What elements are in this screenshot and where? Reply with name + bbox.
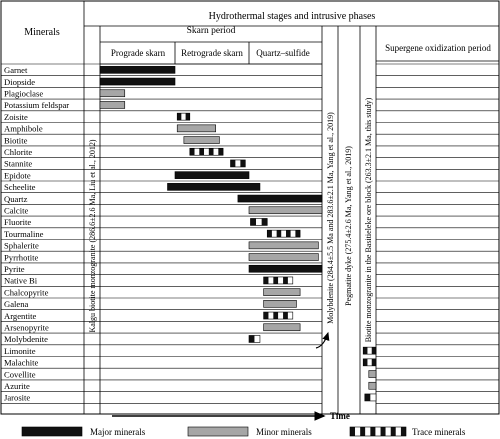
- bar-stannite-trace-segment: [240, 160, 245, 167]
- bar-limonite-trace-segment: [367, 347, 371, 354]
- mineral-label-diopside: Diopside: [4, 76, 36, 87]
- supergene-period-label: Supergene oxidization period: [385, 43, 491, 53]
- mineral-label-scheelite: Scheelite: [4, 182, 36, 193]
- bar-tourmaline-trace-segment: [281, 230, 286, 237]
- stage-quartz-sulfide: Quartz–sulfide: [256, 48, 310, 58]
- granite-phase-label: Kalgu biotite monzogranite (286.6±2.6 Ma, Liu et al., 2012): [88, 139, 97, 333]
- bar-tourmaline-trace-segment: [291, 230, 296, 237]
- bar-argentite-trace-segment: [278, 312, 283, 319]
- mineral-label-potassium-feldspar: Potassium feldspar: [4, 100, 70, 111]
- bar-covellite-minor: [369, 371, 376, 378]
- bar-tourmaline-trace-segment: [267, 230, 272, 237]
- bar-argentite-trace-segment: [264, 312, 269, 319]
- mineral-label-biotite: Biotite: [4, 135, 28, 146]
- bar-stannite-trace-segment: [231, 160, 236, 167]
- legend-trace-pattern-segment: [370, 427, 375, 436]
- bar-epidote-major: [175, 172, 249, 179]
- legend-trace-pattern: [350, 427, 406, 436]
- bar-jarosite-trace-segment: [365, 394, 371, 401]
- legend-trace-pattern-segment: [365, 427, 370, 436]
- legend-trace-pattern-segment: [375, 427, 380, 436]
- bar-zoisite-trace-segment: [177, 113, 181, 120]
- bar-native-bi-trace-segment: [283, 277, 288, 284]
- mineral-label-arsenopyrite: Arsenopyrite: [4, 322, 49, 333]
- mineral-label-sphalerite: Sphalerite: [4, 240, 39, 251]
- bar-limonite-trace-segment: [363, 347, 367, 354]
- mineral-label-azurite: Azurite: [4, 381, 30, 391]
- bar-limonite-trace: [363, 347, 376, 354]
- bar-diopside-major: [100, 78, 175, 85]
- bar-fluorite-trace: [250, 218, 267, 225]
- bar-tourmaline-trace-segment: [277, 230, 282, 237]
- mineral-label-stannite: Stannite: [4, 158, 33, 169]
- bar-argentite-trace-segment: [273, 312, 278, 319]
- bar-tourmaline-trace-segment: [272, 230, 277, 237]
- bar-malachite-trace-segment: [372, 359, 376, 366]
- bar-chlorite-trace-segment: [195, 148, 200, 155]
- bar-argentite-trace-segment: [268, 312, 273, 319]
- mineral-label-jarosite: Jarosite: [4, 392, 31, 403]
- mineral-label-plagioclase: Plagioclase: [4, 88, 44, 99]
- stage-prograde-skarn: Prograde skarn: [110, 48, 166, 58]
- pegmatite-phase-label: Pegmatite dyke (275.4±2.6 Ma, Yang et al., 2019): [344, 146, 353, 306]
- mineral-label-tourmaline: Tourmaline: [4, 228, 44, 239]
- bar-molybdenite-trace-segment: [254, 335, 259, 342]
- bar-chalcopyrite-minor: [264, 289, 301, 296]
- mineral-label-limonite: Limonite: [4, 345, 36, 356]
- bar-sphalerite-minor: [249, 242, 318, 249]
- bar-fluorite-trace-segment: [262, 218, 268, 225]
- mineral-label-zoisite: Zoisite: [4, 111, 28, 122]
- legend-major-label: Major minerals: [90, 427, 146, 437]
- bar-azurite-minor: [369, 382, 376, 389]
- legend-trace-pattern-segment: [391, 427, 396, 436]
- mineral-label-pyrrhotite: Pyrrhotite: [4, 252, 39, 263]
- mineral-label-molybdenite: Molybdenite: [4, 334, 48, 345]
- legend-trace-pattern-segment: [381, 427, 386, 436]
- bar-jarosite-trace-segment: [370, 394, 376, 401]
- mineral-label-calcite: Calcite: [4, 205, 29, 216]
- bar-malachite-trace-segment: [363, 359, 367, 366]
- bar-native-bi-trace: [264, 277, 293, 284]
- bar-stannite-trace-segment: [235, 160, 240, 167]
- mineral-label-quartz: Quartz: [4, 193, 28, 204]
- bar-plagioclase-minor: [100, 90, 125, 97]
- mineral-label-native-bi: Native Bi: [4, 275, 38, 286]
- bar-molybdenite-trace: [249, 335, 260, 342]
- bar-galena-minor: [264, 300, 297, 307]
- bar-molybdenite-trace-segment: [249, 335, 254, 342]
- bar-scheelite-major: [168, 183, 260, 190]
- mineral-label-malachite: Malachite: [4, 357, 39, 368]
- bar-tourmaline-trace-segment: [295, 230, 300, 237]
- bar-argentite-trace-segment: [288, 312, 293, 319]
- bar-native-bi-trace-segment: [273, 277, 278, 284]
- bar-chlorite-trace-segment: [209, 148, 214, 155]
- legend: [22, 427, 466, 437]
- bar-limonite-trace-segment: [372, 347, 376, 354]
- bar-native-bi-trace-segment: [264, 277, 269, 284]
- legend-trace-pattern-segment: [355, 427, 360, 436]
- bar-quartz-major: [238, 195, 322, 202]
- bar-tourmaline-trace-segment: [286, 230, 291, 237]
- bar-arsenopyrite-minor: [264, 324, 301, 331]
- legend-trace-pattern-segment: [350, 427, 355, 436]
- bar-native-bi-trace-segment: [288, 277, 293, 284]
- legend-trace-label: Trace minerals: [412, 427, 466, 437]
- mineral-label-pyrite: Pyrite: [4, 264, 25, 274]
- bar-amphibole-minor: [177, 125, 215, 132]
- bar-chlorite-trace: [190, 148, 223, 155]
- bar-pyrrhotite-minor: [249, 254, 318, 261]
- bar-zoisite-trace-segment: [181, 113, 185, 120]
- mineral-label-fluorite: Fluorite: [4, 217, 32, 228]
- bar-calcite-minor: [249, 207, 322, 214]
- mineral-label-covellite: Covellite: [4, 369, 36, 380]
- bar-fluorite-trace-segment: [250, 218, 256, 225]
- bar-chlorite-trace-segment: [218, 148, 223, 155]
- bar-chlorite-trace-segment: [199, 148, 204, 155]
- legend-trace-pattern-segment: [396, 427, 401, 436]
- legend-trace-pattern-segment: [401, 427, 406, 436]
- bar-zoisite-trace: [177, 113, 190, 120]
- mineral-label-garnet: Garnet: [4, 65, 28, 76]
- skarn-period-label: Skarn period: [186, 26, 236, 36]
- bar-stannite-trace: [231, 160, 246, 167]
- bar-fluorite-trace-segment: [256, 218, 262, 225]
- time-label: Time: [330, 411, 350, 421]
- bar-chlorite-trace-segment: [190, 148, 195, 155]
- mineral-label-epidote: Epidote: [4, 170, 31, 181]
- bar-biotite-minor: [184, 137, 220, 144]
- mineral-rows: [1, 64, 499, 403]
- bar-malachite-trace: [363, 359, 376, 366]
- bar-native-bi-trace-segment: [268, 277, 273, 284]
- legend-trace-pattern-segment: [386, 427, 391, 436]
- bar-zoisite-trace-segment: [186, 113, 190, 120]
- molybdenite-age-label: Molybdenite (284.4±5.5 Ma and 283.6±2.1 Ma, Yang et al., 2019): [326, 112, 335, 324]
- mineral-label-amphibole: Amphibole: [4, 123, 43, 134]
- bar-chlorite-trace-segment: [214, 148, 219, 155]
- minerals-header: Minerals: [24, 27, 60, 38]
- stage-retrograde-skarn: Retrograde skarn: [181, 48, 243, 58]
- legend-trace-pattern-segment: [360, 427, 365, 436]
- bar-potassium-feldspar-minor: [100, 101, 125, 108]
- main-title: Hydrothermal stages and intrusive phases: [208, 11, 376, 22]
- mineral-label-argentite: Argentite: [4, 310, 37, 321]
- bar-argentite-trace: [264, 312, 293, 319]
- bar-pyrite-major: [249, 265, 322, 272]
- legend-minor-label: Minor minerals: [256, 427, 312, 437]
- mineral-label-galena: Galena: [4, 299, 29, 310]
- legend-minor-swatch: [188, 427, 248, 436]
- bar-tourmaline-trace: [267, 230, 300, 237]
- bar-chlorite-trace-segment: [204, 148, 209, 155]
- bar-jarosite-trace: [365, 394, 376, 401]
- legend-trace-swatch: [350, 427, 406, 436]
- bar-argentite-trace-segment: [283, 312, 288, 319]
- biotite-phase-label: Biotite monzogranite in the Basitieleke ore block (263.3±2.1 Ma, this study): [364, 97, 373, 343]
- legend-major-swatch: [22, 427, 82, 436]
- mineral-label-chlorite: Chlorite: [4, 147, 33, 157]
- mineral-label-chalcopyrite: Chalcopyrite: [4, 287, 49, 298]
- bar-garnet-major: [100, 66, 175, 73]
- bar-native-bi-trace-segment: [278, 277, 283, 284]
- bar-malachite-trace-segment: [367, 359, 371, 366]
